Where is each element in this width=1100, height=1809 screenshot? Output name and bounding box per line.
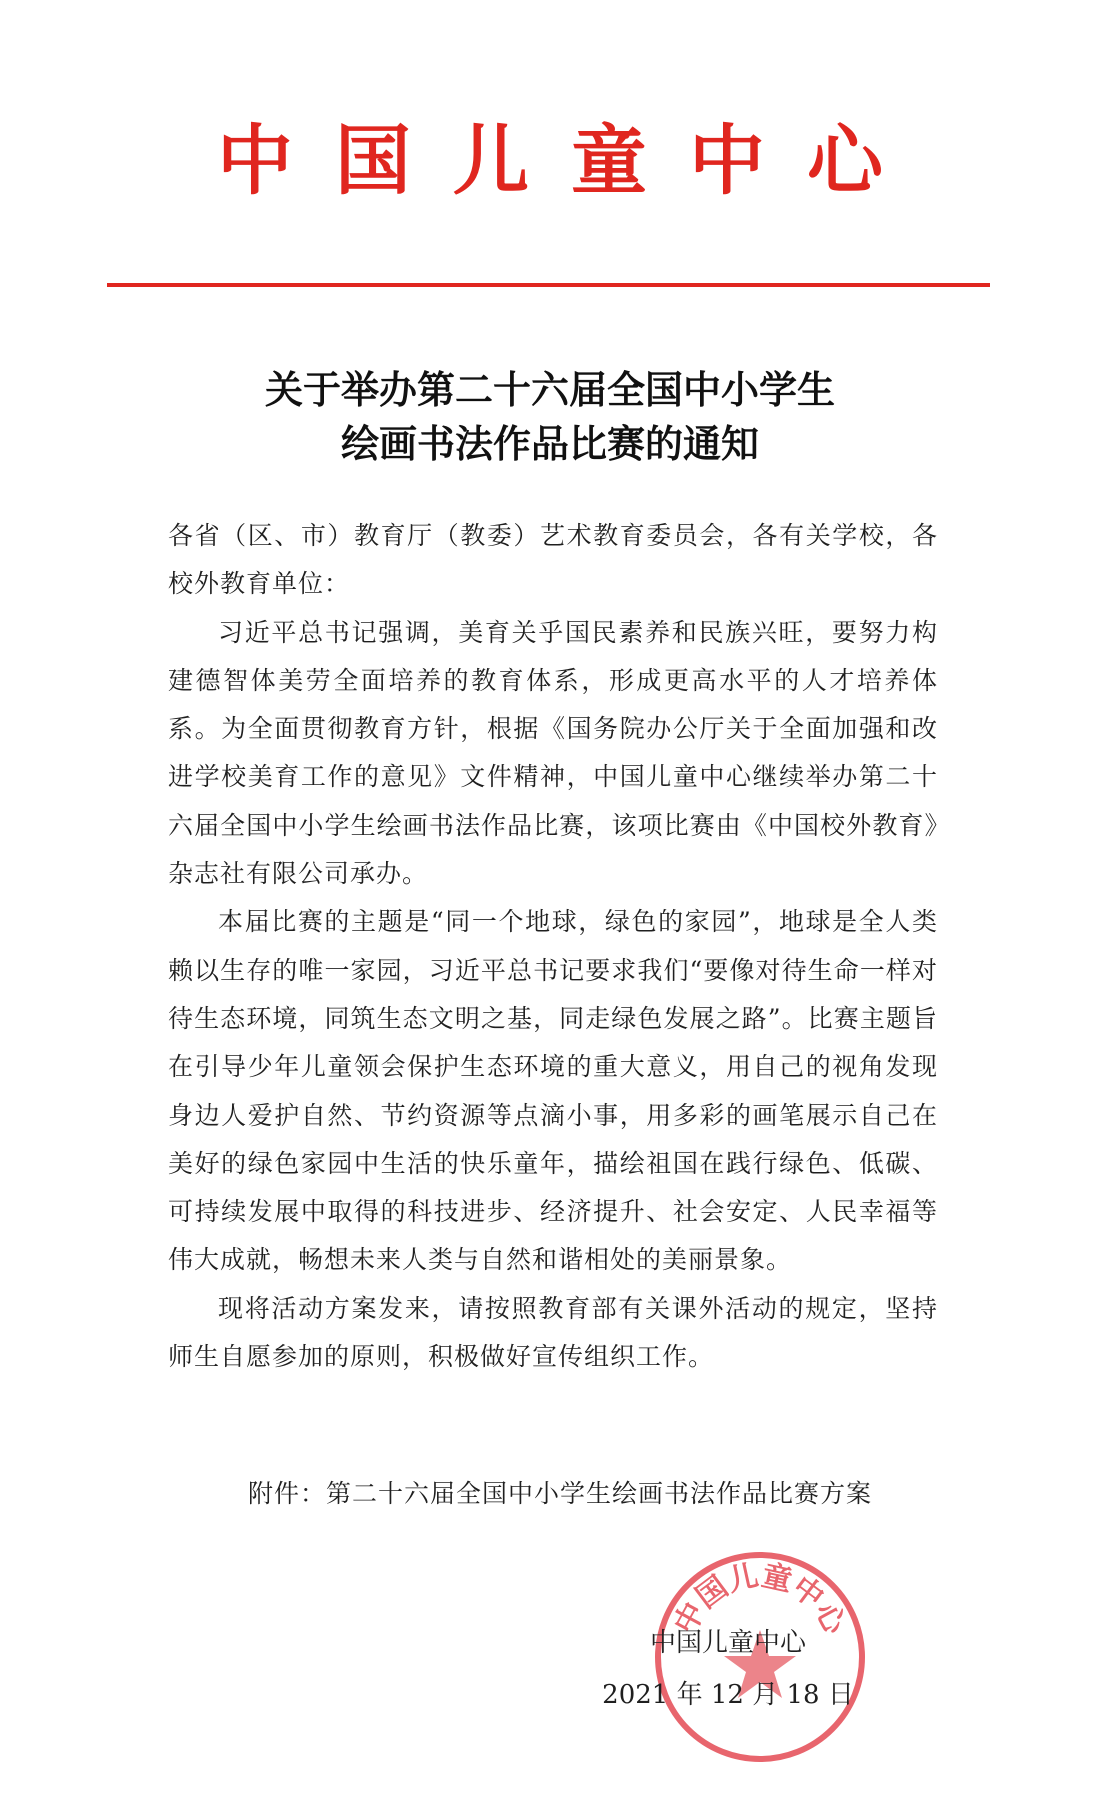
signature-date: 2021 年 12 月 18 日 <box>602 1680 854 1710</box>
body-paragraph-3: 现将活动方案发来，请按照教育部有关课外活动的规定，坚持师生自愿参加的原则，积极做好宣传组织工作。 <box>168 1293 938 1372</box>
svg-text:中国儿童中心: 中国儿童中心 <box>667 1558 853 1640</box>
document-title <box>0 363 1100 471</box>
salutation: 各省（区、市）教育厅（教委）艺术教育委员会，各有关学校，各校外教育单位： <box>168 521 938 599</box>
letterhead-red-rule <box>107 283 990 287</box>
attachment-line: 附件：第二十六届全国中小学生绘画书法作品比赛方案 <box>248 1479 873 1508</box>
title-line-1: 关于举办第二十六届全国中小学生 <box>264 367 835 412</box>
signature-org: 中国儿童中心 <box>649 1628 806 1658</box>
body-paragraph-2: 本届比赛的主题是“同一个地球，绿色的家园”，地球是全人类赖以生存的唯一家园，习近平总书记要求我们“要像对待生命一样对待生态环境，同筑生态文明之基，同走绿色发展之路”。比赛主题旨在引导少年儿童领会保护生态环境的重大意义，用自己的视角发现身边人爱护自然、节约资源等点滴小事，用多彩的画笔展示自己在美好的绿色家园中生活的快乐童年，描绘祖国在践行绿色、低碳、可持续发展中取得的科技进步、经济提升、社会安定、人民幸福等伟大成就，畅想未来人类与自然和谐相处的美丽景象。 <box>168 907 938 1275</box>
signature-block <box>598 1617 858 1721</box>
body-paragraph-1: 习近平总书记强调，美育关乎国民素养和民族兴旺，要努力构建德智体美劳全面培养的教育体系，形成更高水平的人才培养体系。为全面贯彻教育方针，根据《国务院办公厅关于全面加强和改进学校美育工作的意见》文件精神，中国儿童中心继续举办第二十六届全国中小学生绘画书法作品比赛，该项比赛由《中国校外教育》杂志社有限公司承办。 <box>168 617 938 889</box>
document-body <box>168 512 938 1381</box>
title-line-2: 绘画书法作品比赛的通知 <box>340 421 759 466</box>
letterhead-org-name: 中国儿童中心 <box>217 116 925 205</box>
